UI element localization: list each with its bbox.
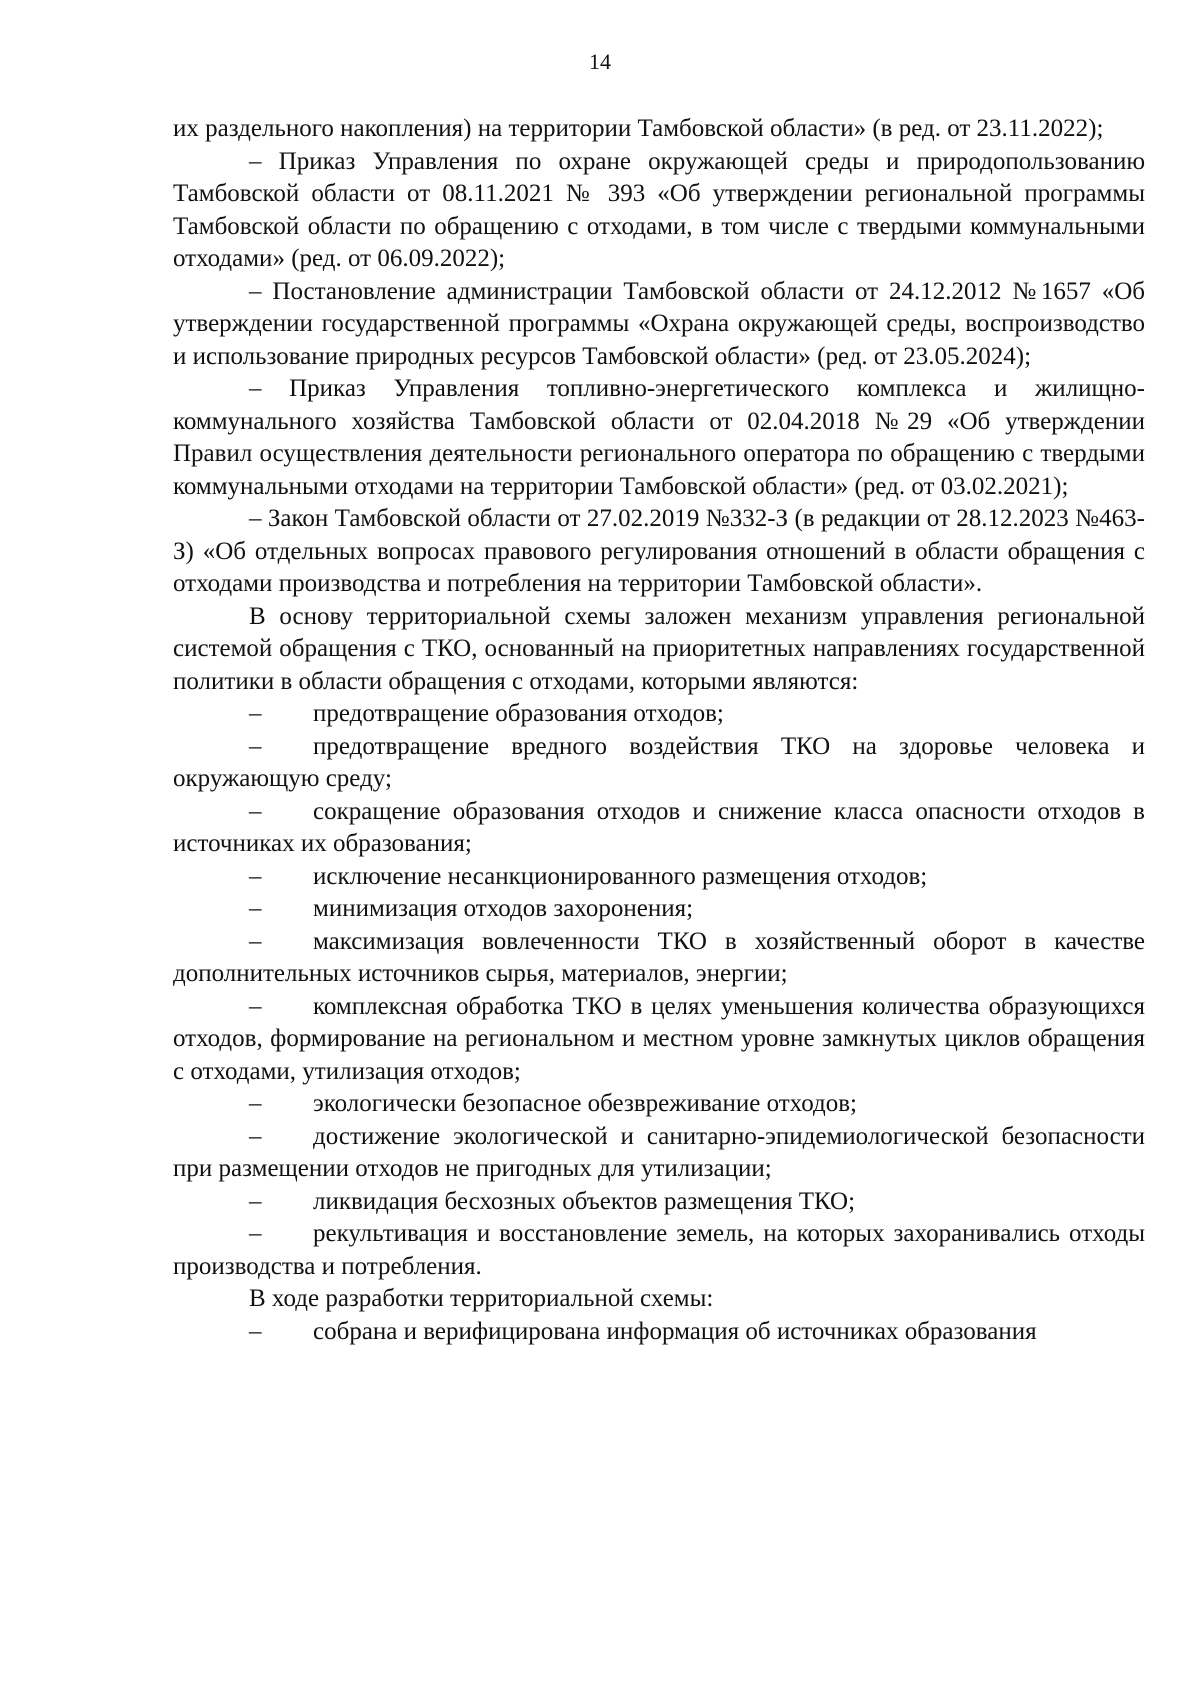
list-item-text: собрана и верифицирована информация об источниках образования [313,1317,1037,1345]
list-item-text: комплексная обработка ТКО в целях уменьшения количества образующихся отходов, формирование на региональном и местном уровне замкнутых циклов обращения с отходами, утилизация отходов; [173,992,1145,1085]
page-number: 14 [589,49,611,74]
list-item-text: ликвидация бесхозных объектов размещения ТКО; [313,1187,856,1215]
list-item [173,893,1145,926]
list-dash: – [249,797,262,825]
list-dash: – [249,1317,262,1345]
list-dash: – [249,927,262,955]
list-item [173,1121,1145,1186]
list-item-text: максимизация вовлеченности ТКО в хозяйственный оборот в качестве дополнительных источников сырья, материалов, энергии; [173,927,1145,987]
list-dash: – [249,1220,262,1247]
list-dash: – [249,1090,262,1117]
list-item [173,1316,1145,1349]
list-dash: – [249,1187,262,1215]
list-dash: – [249,700,262,727]
paragraph-mechanism: В основу территориальной схемы заложен механизм управления региональной системой обращения с ТКО, основанный на приоритетных направлениях государственной политики в области обращения с отходами, которыми являются: [173,602,1145,695]
list-item [173,991,1145,1089]
list-item [173,1218,1145,1283]
paragraph-development-intro: В ходе разработки территориальной схемы: [249,1285,714,1312]
list-item-text: минимизация отходов захоронения; [313,895,694,922]
list-item [173,1186,1145,1219]
list-item [173,861,1145,894]
list-item-text: рекультивация и восстановление земель, на которых захоранивались отходы производства и потребления. [173,1220,1145,1280]
paragraph-order-393: – Приказ Управления по охране окружающей среды и природопользованию Тамбовской области от 08.11.2021 № 393 «Об утверждении региональной программы Тамбовской области по обращению с отходами, в том числе с твердыми коммунальными отходами» (ред. от 06.09.2022); [173,147,1145,272]
list-item-text: экологически безопасное обезвреживание отходов; [313,1090,857,1117]
paragraph-continuation: их раздельного накопления) на территории Тамбовской области» (в ред. от 23.11.2022); [173,115,1104,142]
list-item-text: достижение экологической и санитарно-эпидемиологической безопасности при размещении отходов не пригодных для утилизации; [173,1122,1145,1182]
paragraph-order-29: – Приказ Управления топливно-энергетического комплекса и жилищно-коммунального хозяйства Тамбовской области от 02.04.2018 №29 «Об утверждении Правил осуществления деятельности регионального оператора по обращению с твердыми коммунальными отходами на территории Тамбовской области» (ред. от 03.02.2021); [173,375,1145,500]
list-item [173,926,1145,991]
paragraph-law-332: – Закон Тамбовской области от 27.02.2019 №332-З (в редакции от 28.12.2023 №463-З) «Об отдельных вопросах правового регулирования отношений в области обращения с отходами производства и потребления на территории Тамбовской области». [173,505,1145,597]
list-item-text: сокращение образования отходов и снижение класса опасности отходов в источниках их образования; [173,797,1145,857]
paragraph-resolution-1657: – Постановление администрации Тамбовской области от 24.12.2012 №1657 «Об утверждении государственной программы «Охрана окружающей среды, воспроизводство и использование природных ресурсов Тамбовской области» (ред. от 23.05.2024); [173,277,1145,370]
list-dash: – [249,992,262,1020]
list-dash: – [249,862,262,890]
list-item-text: исключение несанкционированного размещения отходов; [313,862,928,890]
list-item [173,796,1145,861]
list-dash: – [249,895,262,922]
list-item [173,698,1145,731]
list-item [173,731,1145,796]
list-dash: – [249,732,262,760]
priorities-list [173,698,1145,1283]
list-item [173,1088,1145,1121]
list-item-text: предотвращение вредного воздействия ТКО на здоровье человека и окружающую среду; [173,732,1145,792]
document-body [173,113,1145,1348]
list-item-text: предотвращение образования отходов; [313,700,724,727]
list-dash: – [249,1122,262,1150]
